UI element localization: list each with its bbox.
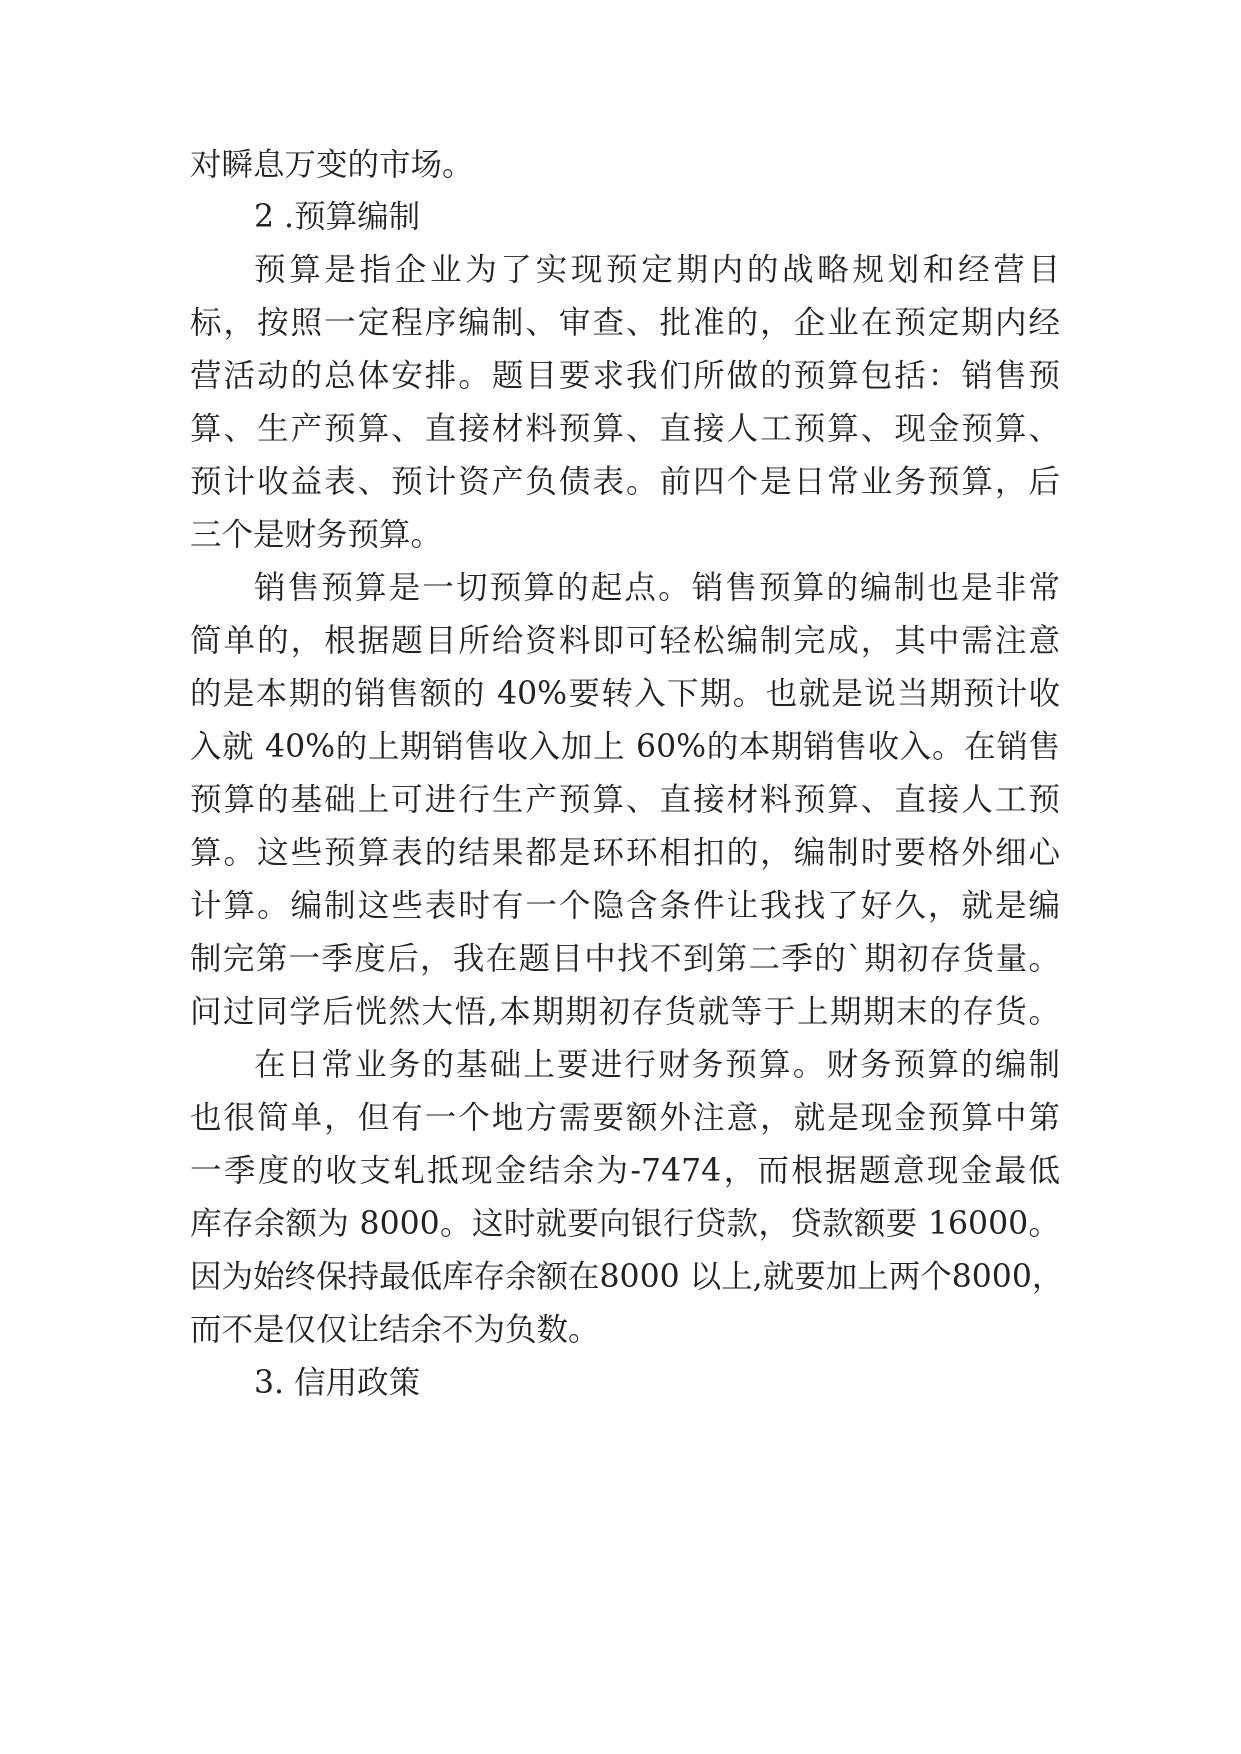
text-line-3: 预算是指企业为了实现预定期内的战略规划和经营目 (254, 252, 1060, 288)
text-line-23: 而不是仅仅让结余不为负数。 (190, 1312, 600, 1348)
section-heading-credit-policy: 3. 信用政策 (254, 1365, 421, 1401)
text-line-12: 入就 40%的上期销售收入加上 60%的本期销售收入。在销售 (190, 729, 1060, 765)
text-line-22: 因为始终保持最低库存余额在8000 以上,就要加上两个8000， (190, 1259, 1064, 1295)
text-line-17: 问过同学后恍然大悟,本期期初存货就等于上期期末的存货。 (190, 994, 1060, 1030)
text-line-10: 简单的，根据题目所给资料即可轻松编制完成，其中需注意 (190, 623, 1060, 659)
section-heading-budget-preparation: 2 .预算编制 (254, 199, 421, 235)
text-line-6: 算、生产预算、直接材料预算、直接人工预算、现金预算、 (190, 411, 1060, 447)
text-line-14: 算。这些预算表的结果都是环环相扣的，编制时要格外细心 (190, 835, 1060, 871)
text-line-7: 预计收益表、预计资产负债表。前四个是日常业务预算，后 (190, 464, 1060, 500)
text-line-21: 库存余额为 8000。这时就要向银行贷款，贷款额要 16000。 (190, 1206, 1060, 1242)
text-line-5: 营活动的总体安排。题目要求我们所做的预算包括：销售预 (190, 358, 1060, 394)
text-line-13: 预算的基础上可进行生产预算、直接材料预算、直接人工预 (190, 782, 1060, 818)
text-line-4: 标，按照一定程序编制、审查、批准的，企业在预定期内经 (190, 305, 1060, 341)
text-line-15: 计算。编制这些表时有一个隐含条件让我找了好久，就是编 (190, 888, 1060, 924)
text-line-8: 三个是财务预算。 (190, 517, 443, 553)
text-line-1: 对瞬息万变的市场。 (190, 147, 474, 183)
text-line-11: 的是本期的销售额的 40%要转入下期。也就是说当期预计收 (190, 676, 1060, 712)
text-line-9: 销售预算是一切预算的起点。销售预算的编制也是非常 (254, 570, 1060, 606)
text-line-20: 一季度的收支轧抵现金结余为-7474，而根据题意现金最低 (190, 1153, 1060, 1189)
text-line-19: 也很简单，但有一个地方需要额外注意，就是现金预算中第 (190, 1100, 1060, 1136)
text-line-18: 在日常业务的基础上要进行财务预算。财务预算的编制 (254, 1047, 1060, 1083)
text-line-16: 制完第一季度后，我在题目中找不到第二季的`期初存货量。 (190, 941, 1060, 977)
